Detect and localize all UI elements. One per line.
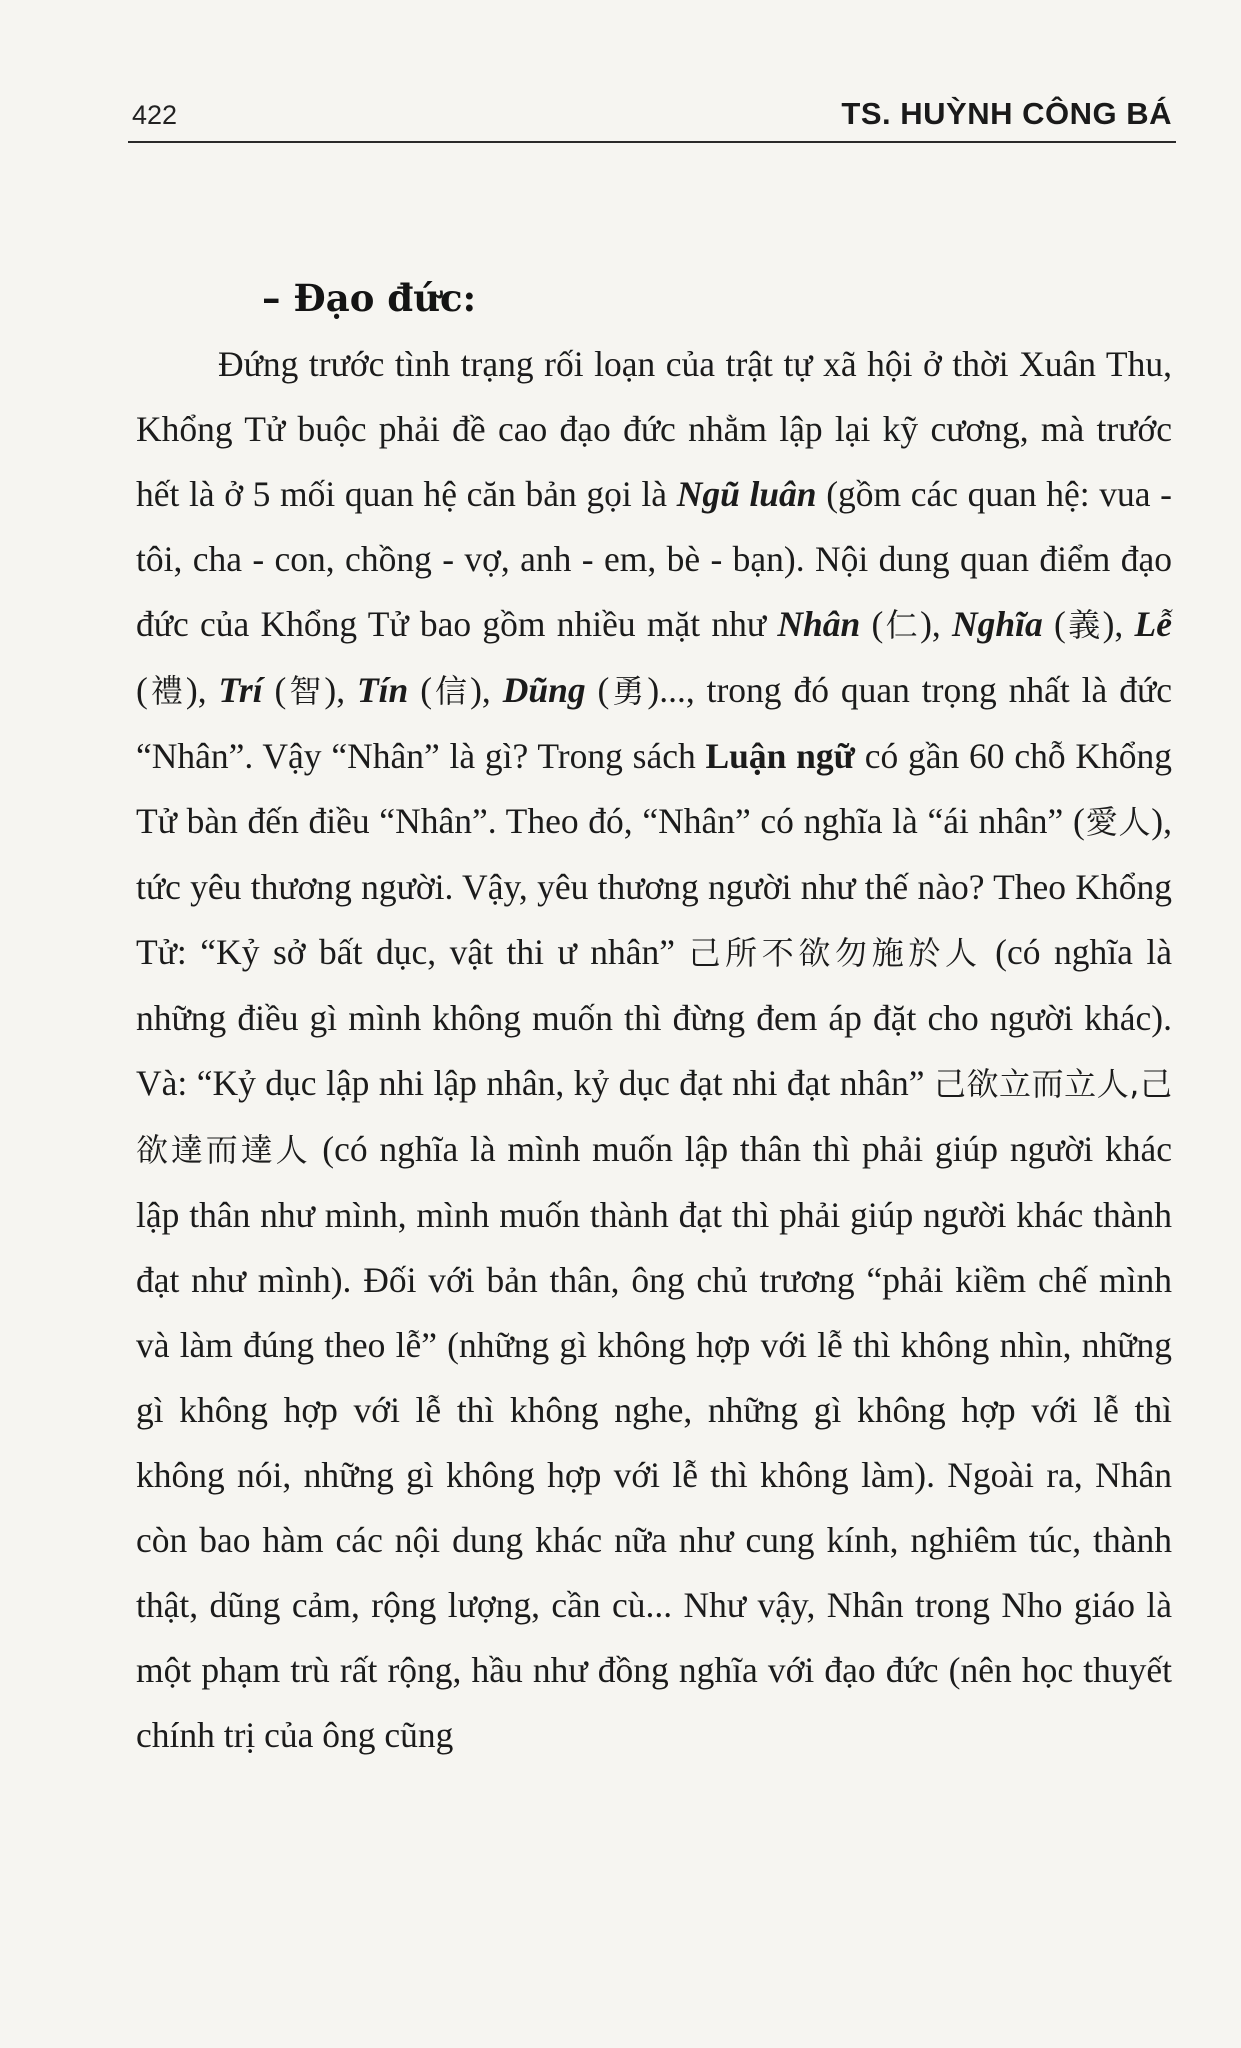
term-ngu-luan: Ngũ luân [676,474,817,514]
hanzi-le: 禮 [147,672,186,710]
hanzi-quote-2: 己欲立而立人,己欲達而達人 [136,1065,1172,1169]
term-dung: Dũng [502,670,586,710]
text-run: ), [1102,604,1135,644]
hanzi-quote-1: 己所不欲勿施於人 [688,934,982,972]
text-run: ), [920,604,953,644]
hanzi-tin: 信 [432,672,471,710]
running-head: TS. HUỲNH CÔNG BÁ [841,96,1172,131]
hanzi-tri: 智 [286,672,325,710]
text-run: (gồm các quan hệ: vua - tôi, cha - con, chồng - vợ, anh - em, bè - bạn). Nội dung quan điểm đạo đức của Khổng Tử bao gồm nhiều mặt như [136,474,1172,644]
text-run: ), [324,670,357,710]
text-run: ), tức yêu thương người. Vậy, yêu thương người như thế nào? Theo Khổng Tử: “Kỷ sở bất dục, vật thi ư nhân” [136,801,1172,972]
hanzi-ai-nhan: 愛人 [1084,803,1152,841]
text-run: ( [136,670,148,710]
page-number: 422 [132,100,178,130]
text-run: ( [585,670,610,710]
term-le: Lễ [1134,604,1172,644]
header-rule [128,141,1176,143]
term-tin: Tín [356,670,409,710]
text-run: ), [470,670,503,710]
section-heading: – Đạo đức: [262,276,477,320]
text-run: )..., trong đó quan trọng nhất là đức “Nhân”. Vậy “Nhân” là gì? Trong sách [136,670,1172,776]
text-run: ( [408,670,433,710]
text-run: (có nghĩa là những điều gì mình không muốn thì đừng đem áp đặt cho người khác). Và: “Kỷ dục lập nhi lập nhân, kỷ dục đạt nhi đạt nhân” [136,932,1172,1103]
page-header [132,92,1172,140]
text-run: ( [1042,604,1066,644]
hanzi-nhan: 仁 [883,606,921,644]
text-run: có gần 60 chỗ Khổng Tử bàn đến điều “Nhân”. Theo đó, “Nhân” có nghĩa là “ái nhân” ( [136,736,1172,841]
hanzi-dung: 勇 [609,672,648,710]
text-run: (có nghĩa là mình muốn lập thân thì phải giúp người khác lập thân như mình, mình muốn thành đạt thì phải giúp người khác thành đạt như mình). Đối với bản thân, ông chủ trương “phải kiềm chế mình và làm đúng theo lễ” (những gì không hợp với lễ thì không nhìn, những gì không hợp với lễ thì không nghe, những gì không hợp với lễ thì không nói, những gì không hợp với lễ thì không làm). Ngoài ra, Nhân còn bao hàm các nội dung khác nữa như cung kính, nghiêm túc, thành thật, dũng cảm, rộng lượng, cần cù... Như vậy, Nhân trong Nho giáo là một phạm trù rất rộng, hầu như đồng nghĩa với đạo đức (nên học thuyết chính trị của ông cũng [136,1129,1172,1755]
text-run: ), [185,670,219,710]
term-tri: Trí [218,670,263,710]
term-nghia: Nghĩa [952,604,1043,644]
body-paragraph [136,332,1172,1768]
text-run: ( [860,604,884,644]
book-title-luan-ngu: Luận ngữ [705,736,855,776]
text-run: ( [262,670,287,710]
term-nhan: Nhân [777,604,861,644]
hanzi-nghia: 義 [1065,606,1103,644]
text-run: Đứng trước tình trạng rối loạn của trật tự xã hội ở thời Xuân Thu, Khổng Tử buộc phải đề cao đạo đức nhằm lập lại kỹ cương, mà trước hết là ở 5 mối quan hệ căn bản gọi là [136,344,1172,514]
